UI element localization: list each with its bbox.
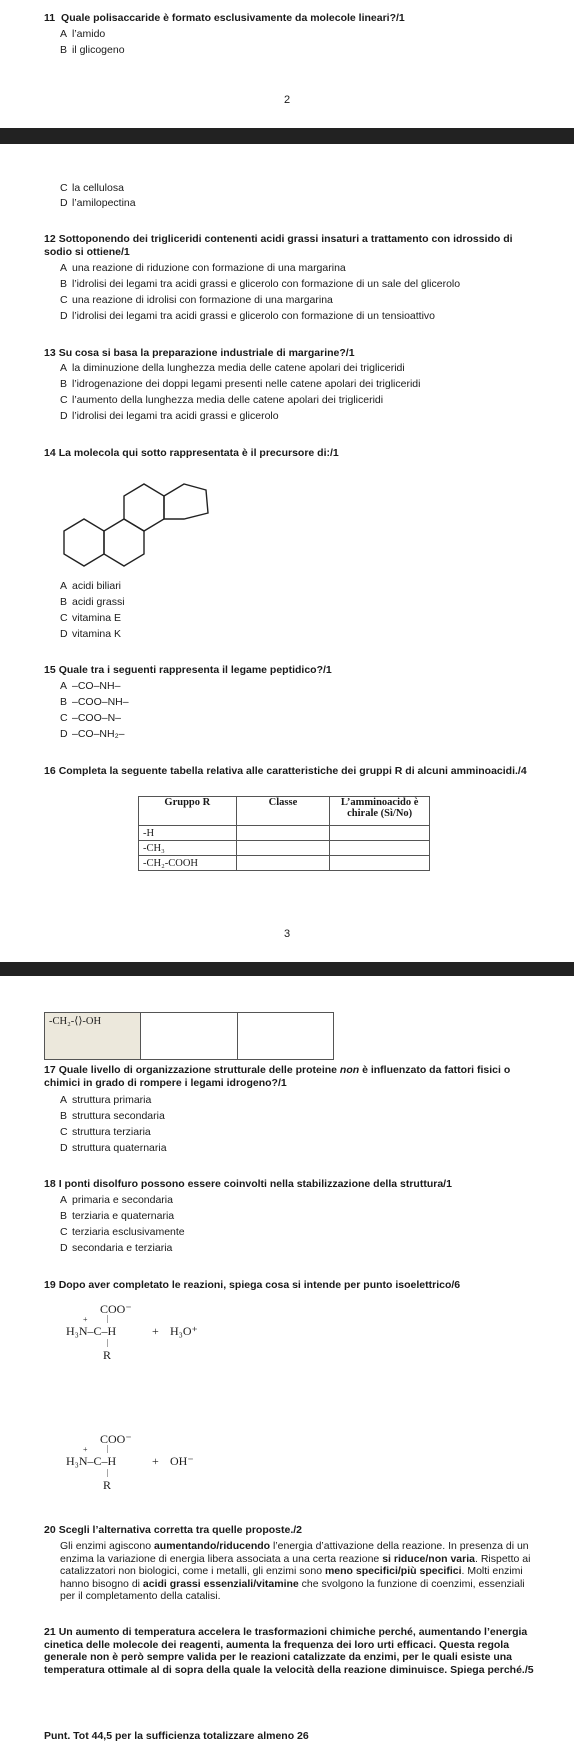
table-row xyxy=(45,1013,334,1060)
question-text: Quale polisaccaride è formato esclusivamente da molecole lineari?/1 xyxy=(61,12,405,24)
option-b: B acidi grassi xyxy=(60,596,125,608)
option-b: B terziaria e quaternaria xyxy=(60,1210,175,1222)
r-groups-table-continued xyxy=(44,1012,334,1060)
table-header: L’amminoacido è chirale (Sì/No) xyxy=(330,797,430,826)
question-15: 15 Quale tra i seguenti rappresenta il legame peptidico?/1 xyxy=(44,664,332,676)
reaction-2: COO⁻ | + H₃N–C–H | R + OH⁻ xyxy=(66,1432,194,1492)
table-cell[interactable] xyxy=(330,856,430,871)
question-text: Su cosa si basa la preparazione industriale di margarine?/1 xyxy=(58,347,355,359)
table-cell: -CH₂-COOH xyxy=(139,856,237,871)
question-text: Scegli l’alternativa corretta tra quelle proposte./2 xyxy=(58,1524,303,1536)
table-cell: -H xyxy=(139,826,237,841)
table-header: Gruppo R xyxy=(139,797,237,826)
option-a: A una reazione di riduzione con formazione di una margarina xyxy=(60,262,346,274)
question-12: 12 Sottoponendo dei trigliceridi contenenti acidi grassi insaturi a trattamento con idrossido di sodio si ottiene/1 xyxy=(44,233,513,258)
option-a: A primaria e secondaria xyxy=(60,1194,173,1206)
q20-paragraph: Gli enzimi agiscono aumentando/riducendo l’energia d’attivazione della reazione. In presenza di un enzima la variazione di energia libera associata a una certa reazione si riduce/non varia. Rispetto ai catalizzatori non biologici, come i metalli, gli enzimi sono meno specifici/più specifici. Molti enzimi hanno bisogno di acidi grassi essenziali/vitamine che svolgono la funzione di coenzimi, essenziali per il completamento della catalisi. xyxy=(60,1540,531,1602)
table-cell: -CH₃ xyxy=(139,841,237,856)
table-row xyxy=(139,856,430,871)
option-d: D struttura quaternaria xyxy=(60,1142,167,1154)
question-21: 21 Un aumento di temperatura accelera le trasformazioni chimiche perché, aumentando l’energia cinetica delle molecole dei reagenti, aumenta la frequenza dei loro urti efficaci. Questa regola generale non è però sempre valida per le reazioni catalizzate da enzimi, per le quali esiste una temperatura ottimale al di sopra della quale la velocità della reazione diminuisce. Spiega perché./5 xyxy=(44,1626,534,1676)
option-d: D l’idrolisi dei legami tra acidi grassi e glicerolo con formazione di un tensioattivo xyxy=(60,310,436,322)
question-17: 17 Quale livello di organizzazione strutturale delle proteine non è influenzato da fattori fisici o chimici in grado di rompere i legami idrogeno?/1 xyxy=(44,1064,511,1089)
question-16: 16 Completa la seguente tabella relativa alle caratteristiche dei gruppi R di alcuni amminoacidi./4 xyxy=(44,765,527,777)
table-cell[interactable] xyxy=(236,856,330,871)
option-d: D –CO–NH₂– xyxy=(60,728,125,740)
r-groups-table xyxy=(138,796,430,871)
option-d: D l’amilopectina xyxy=(60,197,136,209)
option-b: B –COO–NH– xyxy=(60,696,129,708)
table-row xyxy=(139,826,430,841)
table-cell[interactable] xyxy=(237,1013,333,1060)
option-a: A struttura primaria xyxy=(60,1094,152,1106)
table-header: Classe xyxy=(236,797,330,826)
question-number: 11 xyxy=(44,12,56,24)
option-b: B l’idrolisi dei legami tra acidi grassi e glicerolo con formazione di un sale del glicerolo xyxy=(60,278,461,290)
table-cell[interactable] xyxy=(141,1013,237,1060)
option-d: D vitamina K xyxy=(60,628,122,640)
option-c: C una reazione di idrolisi con formazione di una margarina xyxy=(60,294,333,306)
question-text: Completa la seguente tabella relativa alle caratteristiche dei gruppi R di alcuni amminoacidi./4 xyxy=(58,765,527,777)
steroid-nucleus-diagram xyxy=(56,468,246,576)
question-text: Sottoponendo dei trigliceridi contenenti acidi grassi insaturi a trattamento con idrossido di sodio si ottiene/1 xyxy=(44,233,513,258)
table-row xyxy=(139,841,430,856)
question-13: 13 Su cosa si basa la preparazione industriale di margarine?/1 xyxy=(44,347,355,359)
reaction-1: COO⁻ | + H₃N–C–H | R + H₃O⁺ xyxy=(66,1302,198,1362)
question-18: 18 I ponti disolfuro possono essere coinvolti nella stabilizzazione della struttura/1 xyxy=(44,1178,452,1190)
question-text: La molecola qui sotto rappresentata è il precursore di:/1 xyxy=(58,447,339,459)
option-b: B l’idrogenazione dei doppi legami presenti nelle catene apolari dei trigliceridi xyxy=(60,378,421,390)
table-cell[interactable] xyxy=(236,826,330,841)
score-footer: Punt. Tot 44,5 per la sufficienza totalizzare almeno 26 xyxy=(44,1730,309,1742)
question-19: 19 Dopo aver completato le reazioni, spiega cosa si intende per punto isoelettrico/6 xyxy=(44,1279,461,1291)
option-a: A l’amido xyxy=(60,28,106,40)
page-break xyxy=(0,128,574,144)
table-cell: -CH₂-⟨⟩-OH xyxy=(45,1013,141,1060)
question-text: Quale tra i seguenti rappresenta il legame peptidico?/1 xyxy=(58,664,332,676)
option-c: C l’aumento della lunghezza media delle catene apolari dei trigliceridi xyxy=(60,394,384,406)
option-a: A la diminuzione della lunghezza media delle catene apolari dei trigliceridi xyxy=(60,362,405,374)
question-text: Un aumento di temperatura accelera le trasformazioni chimiche perché, aumentando l’energia cinetica delle molecole dei reagenti, aumenta la frequenza dei loro urti efficaci. Questa regola generale non è però sempre valida per le reazioni catalizzate da enzimi, per le quali esiste una temperatura ottimale al di sopra della quale la velocità della reazione diminuisce. Spiega perché./5 xyxy=(44,1626,534,1676)
option-c: C –COO–N– xyxy=(60,712,122,724)
option-c: C la cellulosa xyxy=(60,182,124,194)
table-cell[interactable] xyxy=(330,841,430,856)
question-11 xyxy=(44,12,544,25)
option-b: B il glicogeno xyxy=(60,44,125,56)
option-a: A –CO–NH– xyxy=(60,680,121,692)
option-a: A acidi biliari xyxy=(60,580,122,592)
table-cell[interactable] xyxy=(236,841,330,856)
question-20: 20 Scegli l’alternativa corretta tra quelle proposte./2 xyxy=(44,1524,303,1536)
option-d: D l’idrolisi dei legami tra acidi grassi e glicerolo xyxy=(60,410,279,422)
option-d: D secondaria e terziaria xyxy=(60,1242,173,1254)
option-c: C struttura terziaria xyxy=(60,1126,151,1138)
table-cell[interactable] xyxy=(330,826,430,841)
question-text: Dopo aver completato le reazioni, spiega cosa si intende per punto isoelettrico/6 xyxy=(58,1279,461,1291)
page-number: 2 xyxy=(283,94,291,106)
question-14: 14 La molecola qui sotto rappresentata è il precursore di:/1 xyxy=(44,447,339,459)
question-text: I ponti disolfuro possono essere coinvolti nella stabilizzazione della struttura/1 xyxy=(58,1178,452,1190)
page-break xyxy=(0,962,574,976)
option-b: B struttura secondaria xyxy=(60,1110,165,1122)
page-number: 3 xyxy=(283,928,291,940)
option-c: C terziaria esclusivamente xyxy=(60,1226,185,1238)
option-c: C vitamina E xyxy=(60,612,122,624)
